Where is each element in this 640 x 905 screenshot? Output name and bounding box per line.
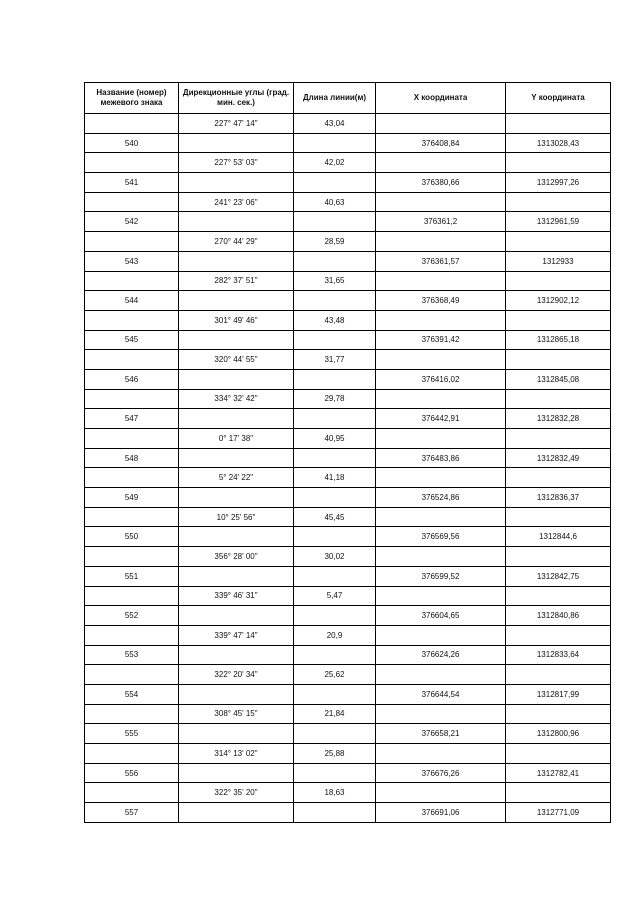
segment-row — [85, 704, 611, 724]
direction-angle-cell: 270° 44' 29" — [179, 232, 294, 252]
direction-angle-cell — [179, 763, 294, 783]
y-coordinate-cell: 1312842,75 — [506, 566, 611, 586]
point-name-cell — [85, 310, 179, 330]
line-length-cell — [294, 606, 376, 626]
line-length-cell: 40,63 — [294, 192, 376, 212]
point-name-cell — [85, 704, 179, 724]
y-coordinate-cell — [506, 744, 611, 764]
point-name-cell — [85, 271, 179, 291]
y-coordinate-cell — [506, 783, 611, 803]
segment-row — [85, 665, 611, 685]
point-name-cell: 554 — [85, 684, 179, 704]
x-coordinate-cell: 376442,91 — [376, 409, 506, 429]
y-coordinate-cell — [506, 547, 611, 567]
point-name-cell — [85, 350, 179, 370]
point-name-cell: 557 — [85, 803, 179, 823]
point-name-cell — [85, 114, 179, 134]
point-row — [85, 527, 611, 547]
line-length-cell — [294, 763, 376, 783]
x-coordinate-cell: 376599,52 — [376, 566, 506, 586]
point-name-cell — [85, 468, 179, 488]
x-coordinate-cell — [376, 468, 506, 488]
direction-angle-cell: 322° 35' 20" — [179, 783, 294, 803]
point-row — [85, 803, 611, 823]
line-length-cell: 30,02 — [294, 547, 376, 567]
x-coordinate-cell — [376, 625, 506, 645]
x-coordinate-cell: 376691,06 — [376, 803, 506, 823]
line-length-cell: 45,45 — [294, 507, 376, 527]
point-row — [85, 645, 611, 665]
segment-row — [85, 625, 611, 645]
line-length-cell — [294, 133, 376, 153]
x-coordinate-cell — [376, 783, 506, 803]
line-length-cell: 25,62 — [294, 665, 376, 685]
direction-angle-cell: 227° 47' 14" — [179, 114, 294, 134]
segment-row — [85, 586, 611, 606]
direction-angle-cell — [179, 488, 294, 508]
direction-angle-cell: 356° 28' 00" — [179, 547, 294, 567]
point-name-cell — [85, 783, 179, 803]
point-name-cell: 556 — [85, 763, 179, 783]
point-name-cell — [85, 507, 179, 527]
point-row — [85, 763, 611, 783]
point-name-cell: 543 — [85, 251, 179, 271]
segment-row — [85, 468, 611, 488]
point-name-cell — [85, 547, 179, 567]
x-coordinate-cell — [376, 114, 506, 134]
y-coordinate-cell: 1312933 — [506, 251, 611, 271]
x-coordinate-cell: 376658,21 — [376, 724, 506, 744]
direction-angle-cell — [179, 330, 294, 350]
direction-angle-cell: 308° 45' 15" — [179, 704, 294, 724]
x-coordinate-cell — [376, 310, 506, 330]
x-coordinate-cell — [376, 704, 506, 724]
direction-angle-cell: 339° 47' 14" — [179, 625, 294, 645]
direction-angle-cell: 339° 46' 31" — [179, 586, 294, 606]
direction-angle-cell — [179, 645, 294, 665]
line-length-cell: 41,18 — [294, 468, 376, 488]
point-name-cell — [85, 232, 179, 252]
y-coordinate-cell: 1312817,99 — [506, 684, 611, 704]
point-name-cell — [85, 389, 179, 409]
line-length-cell: 18,63 — [294, 783, 376, 803]
line-length-cell — [294, 684, 376, 704]
segment-row — [85, 547, 611, 567]
x-coordinate-cell — [376, 429, 506, 449]
direction-angle-cell: 282° 37' 51" — [179, 271, 294, 291]
point-name-cell: 546 — [85, 369, 179, 389]
x-coordinate-cell — [376, 507, 506, 527]
y-coordinate-cell: 1313028,43 — [506, 133, 611, 153]
segment-row — [85, 783, 611, 803]
x-coordinate-cell: 376524,86 — [376, 488, 506, 508]
direction-angle-cell: 334° 32' 42" — [179, 389, 294, 409]
line-length-cell: 25,88 — [294, 744, 376, 764]
point-name-cell: 542 — [85, 212, 179, 232]
x-coordinate-cell — [376, 586, 506, 606]
point-name-cell: 545 — [85, 330, 179, 350]
line-length-cell — [294, 527, 376, 547]
y-coordinate-cell — [506, 350, 611, 370]
line-length-cell: 5,47 — [294, 586, 376, 606]
point-name-cell: 544 — [85, 291, 179, 311]
direction-angle-cell: 320° 44' 55" — [179, 350, 294, 370]
y-coordinate-cell: 1312832,28 — [506, 409, 611, 429]
line-length-cell — [294, 212, 376, 232]
point-row — [85, 133, 611, 153]
direction-angle-cell: 241° 23' 06" — [179, 192, 294, 212]
y-coordinate-cell — [506, 468, 611, 488]
point-row — [85, 409, 611, 429]
point-name-cell: 540 — [85, 133, 179, 153]
point-row — [85, 606, 611, 626]
y-coordinate-cell: 1312840,86 — [506, 606, 611, 626]
line-length-cell — [294, 566, 376, 586]
line-length-cell: 20,9 — [294, 625, 376, 645]
y-coordinate-cell — [506, 625, 611, 645]
y-coordinate-cell: 1312833,64 — [506, 645, 611, 665]
y-coordinate-cell: 1312865,18 — [506, 330, 611, 350]
segment-row — [85, 192, 611, 212]
point-row — [85, 251, 611, 271]
line-length-cell: 31,65 — [294, 271, 376, 291]
point-name-cell — [85, 586, 179, 606]
direction-angle-cell: 314° 13' 02" — [179, 744, 294, 764]
header-direction-angle: Дирекционные углы (град. мин. сек.) — [179, 83, 294, 114]
y-coordinate-cell — [506, 507, 611, 527]
x-coordinate-cell: 376416,02 — [376, 369, 506, 389]
direction-angle-cell: 301° 49' 46" — [179, 310, 294, 330]
direction-angle-cell — [179, 803, 294, 823]
y-coordinate-cell — [506, 389, 611, 409]
line-length-cell — [294, 645, 376, 665]
point-name-cell: 549 — [85, 488, 179, 508]
y-coordinate-cell: 1312782,41 — [506, 763, 611, 783]
line-length-cell: 43,48 — [294, 310, 376, 330]
y-coordinate-cell — [506, 429, 611, 449]
point-row — [85, 566, 611, 586]
point-name-cell: 551 — [85, 566, 179, 586]
point-name-cell — [85, 625, 179, 645]
table-header-row — [85, 83, 611, 114]
x-coordinate-cell: 376391,42 — [376, 330, 506, 350]
direction-angle-cell — [179, 212, 294, 232]
point-row — [85, 330, 611, 350]
direction-angle-cell — [179, 448, 294, 468]
direction-angle-cell: 10° 25' 56" — [179, 507, 294, 527]
direction-angle-cell: 227° 53' 03" — [179, 153, 294, 173]
line-length-cell: 40,95 — [294, 429, 376, 449]
x-coordinate-cell — [376, 192, 506, 212]
point-row — [85, 369, 611, 389]
x-coordinate-cell — [376, 744, 506, 764]
y-coordinate-cell — [506, 271, 611, 291]
y-coordinate-cell — [506, 704, 611, 724]
header-y-coordinate: Y координата — [506, 83, 611, 114]
x-coordinate-cell: 376644,54 — [376, 684, 506, 704]
segment-row — [85, 429, 611, 449]
direction-angle-cell — [179, 724, 294, 744]
x-coordinate-cell: 376368,49 — [376, 291, 506, 311]
line-length-cell — [294, 448, 376, 468]
point-name-cell — [85, 665, 179, 685]
direction-angle-cell — [179, 133, 294, 153]
line-length-cell — [294, 291, 376, 311]
y-coordinate-cell: 1312961,59 — [506, 212, 611, 232]
segment-row — [85, 232, 611, 252]
segment-row — [85, 507, 611, 527]
x-coordinate-cell — [376, 547, 506, 567]
point-row — [85, 448, 611, 468]
y-coordinate-cell — [506, 153, 611, 173]
y-coordinate-cell: 1312800,96 — [506, 724, 611, 744]
direction-angle-cell — [179, 684, 294, 704]
direction-angle-cell — [179, 251, 294, 271]
direction-angle-cell — [179, 291, 294, 311]
line-length-cell — [294, 251, 376, 271]
x-coordinate-cell — [376, 271, 506, 291]
x-coordinate-cell: 376676,26 — [376, 763, 506, 783]
segment-row — [85, 114, 611, 134]
line-length-cell: 21,84 — [294, 704, 376, 724]
line-length-cell — [294, 488, 376, 508]
point-name-cell — [85, 744, 179, 764]
direction-angle-cell — [179, 527, 294, 547]
line-length-cell: 28,59 — [294, 232, 376, 252]
direction-angle-cell — [179, 409, 294, 429]
boundary-coordinates-table — [84, 82, 611, 823]
line-length-cell: 43,04 — [294, 114, 376, 134]
line-length-cell: 29,78 — [294, 389, 376, 409]
point-row — [85, 173, 611, 193]
point-name-cell: 555 — [85, 724, 179, 744]
point-name-cell: 541 — [85, 173, 179, 193]
line-length-cell — [294, 724, 376, 744]
line-length-cell: 31,77 — [294, 350, 376, 370]
direction-angle-cell: 322° 20' 34" — [179, 665, 294, 685]
y-coordinate-cell: 1312836,37 — [506, 488, 611, 508]
x-coordinate-cell: 376483,86 — [376, 448, 506, 468]
point-name-cell — [85, 429, 179, 449]
point-row — [85, 684, 611, 704]
point-row — [85, 488, 611, 508]
x-coordinate-cell: 376569,56 — [376, 527, 506, 547]
y-coordinate-cell: 1312832,49 — [506, 448, 611, 468]
line-length-cell — [294, 369, 376, 389]
y-coordinate-cell — [506, 310, 611, 330]
direction-angle-cell: 5° 24' 22" — [179, 468, 294, 488]
line-length-cell — [294, 330, 376, 350]
y-coordinate-cell: 1312845,08 — [506, 369, 611, 389]
point-name-cell — [85, 192, 179, 212]
direction-angle-cell — [179, 606, 294, 626]
segment-row — [85, 389, 611, 409]
x-coordinate-cell: 376361,57 — [376, 251, 506, 271]
direction-angle-cell — [179, 369, 294, 389]
segment-row — [85, 310, 611, 330]
point-name-cell: 552 — [85, 606, 179, 626]
x-coordinate-cell: 376380,66 — [376, 173, 506, 193]
segment-row — [85, 350, 611, 370]
table-body — [85, 114, 611, 823]
point-name-cell: 548 — [85, 448, 179, 468]
point-name-cell: 553 — [85, 645, 179, 665]
x-coordinate-cell: 376624,26 — [376, 645, 506, 665]
line-length-cell — [294, 409, 376, 429]
y-coordinate-cell — [506, 665, 611, 685]
x-coordinate-cell — [376, 389, 506, 409]
point-row — [85, 212, 611, 232]
point-row — [85, 291, 611, 311]
segment-row — [85, 271, 611, 291]
header-point-name: Название (номер) межевого знака — [85, 83, 179, 114]
header-x-coordinate: X координата — [376, 83, 506, 114]
x-coordinate-cell — [376, 665, 506, 685]
x-coordinate-cell: 376604,65 — [376, 606, 506, 626]
line-length-cell — [294, 803, 376, 823]
line-length-cell — [294, 173, 376, 193]
x-coordinate-cell — [376, 232, 506, 252]
x-coordinate-cell — [376, 350, 506, 370]
segment-row — [85, 744, 611, 764]
y-coordinate-cell — [506, 192, 611, 212]
y-coordinate-cell: 1312997,26 — [506, 173, 611, 193]
x-coordinate-cell: 376408,84 — [376, 133, 506, 153]
y-coordinate-cell — [506, 232, 611, 252]
point-name-cell — [85, 153, 179, 173]
point-row — [85, 724, 611, 744]
x-coordinate-cell — [376, 153, 506, 173]
point-name-cell: 547 — [85, 409, 179, 429]
direction-angle-cell: 0° 17' 38" — [179, 429, 294, 449]
segment-row — [85, 153, 611, 173]
direction-angle-cell — [179, 173, 294, 193]
y-coordinate-cell — [506, 586, 611, 606]
header-line-length: Длина линии(м) — [294, 83, 376, 114]
y-coordinate-cell — [506, 114, 611, 134]
point-name-cell: 550 — [85, 527, 179, 547]
y-coordinate-cell: 1312844,6 — [506, 527, 611, 547]
direction-angle-cell — [179, 566, 294, 586]
line-length-cell: 42,02 — [294, 153, 376, 173]
y-coordinate-cell: 1312771,09 — [506, 803, 611, 823]
y-coordinate-cell: 1312902,12 — [506, 291, 611, 311]
x-coordinate-cell: 376361,2 — [376, 212, 506, 232]
